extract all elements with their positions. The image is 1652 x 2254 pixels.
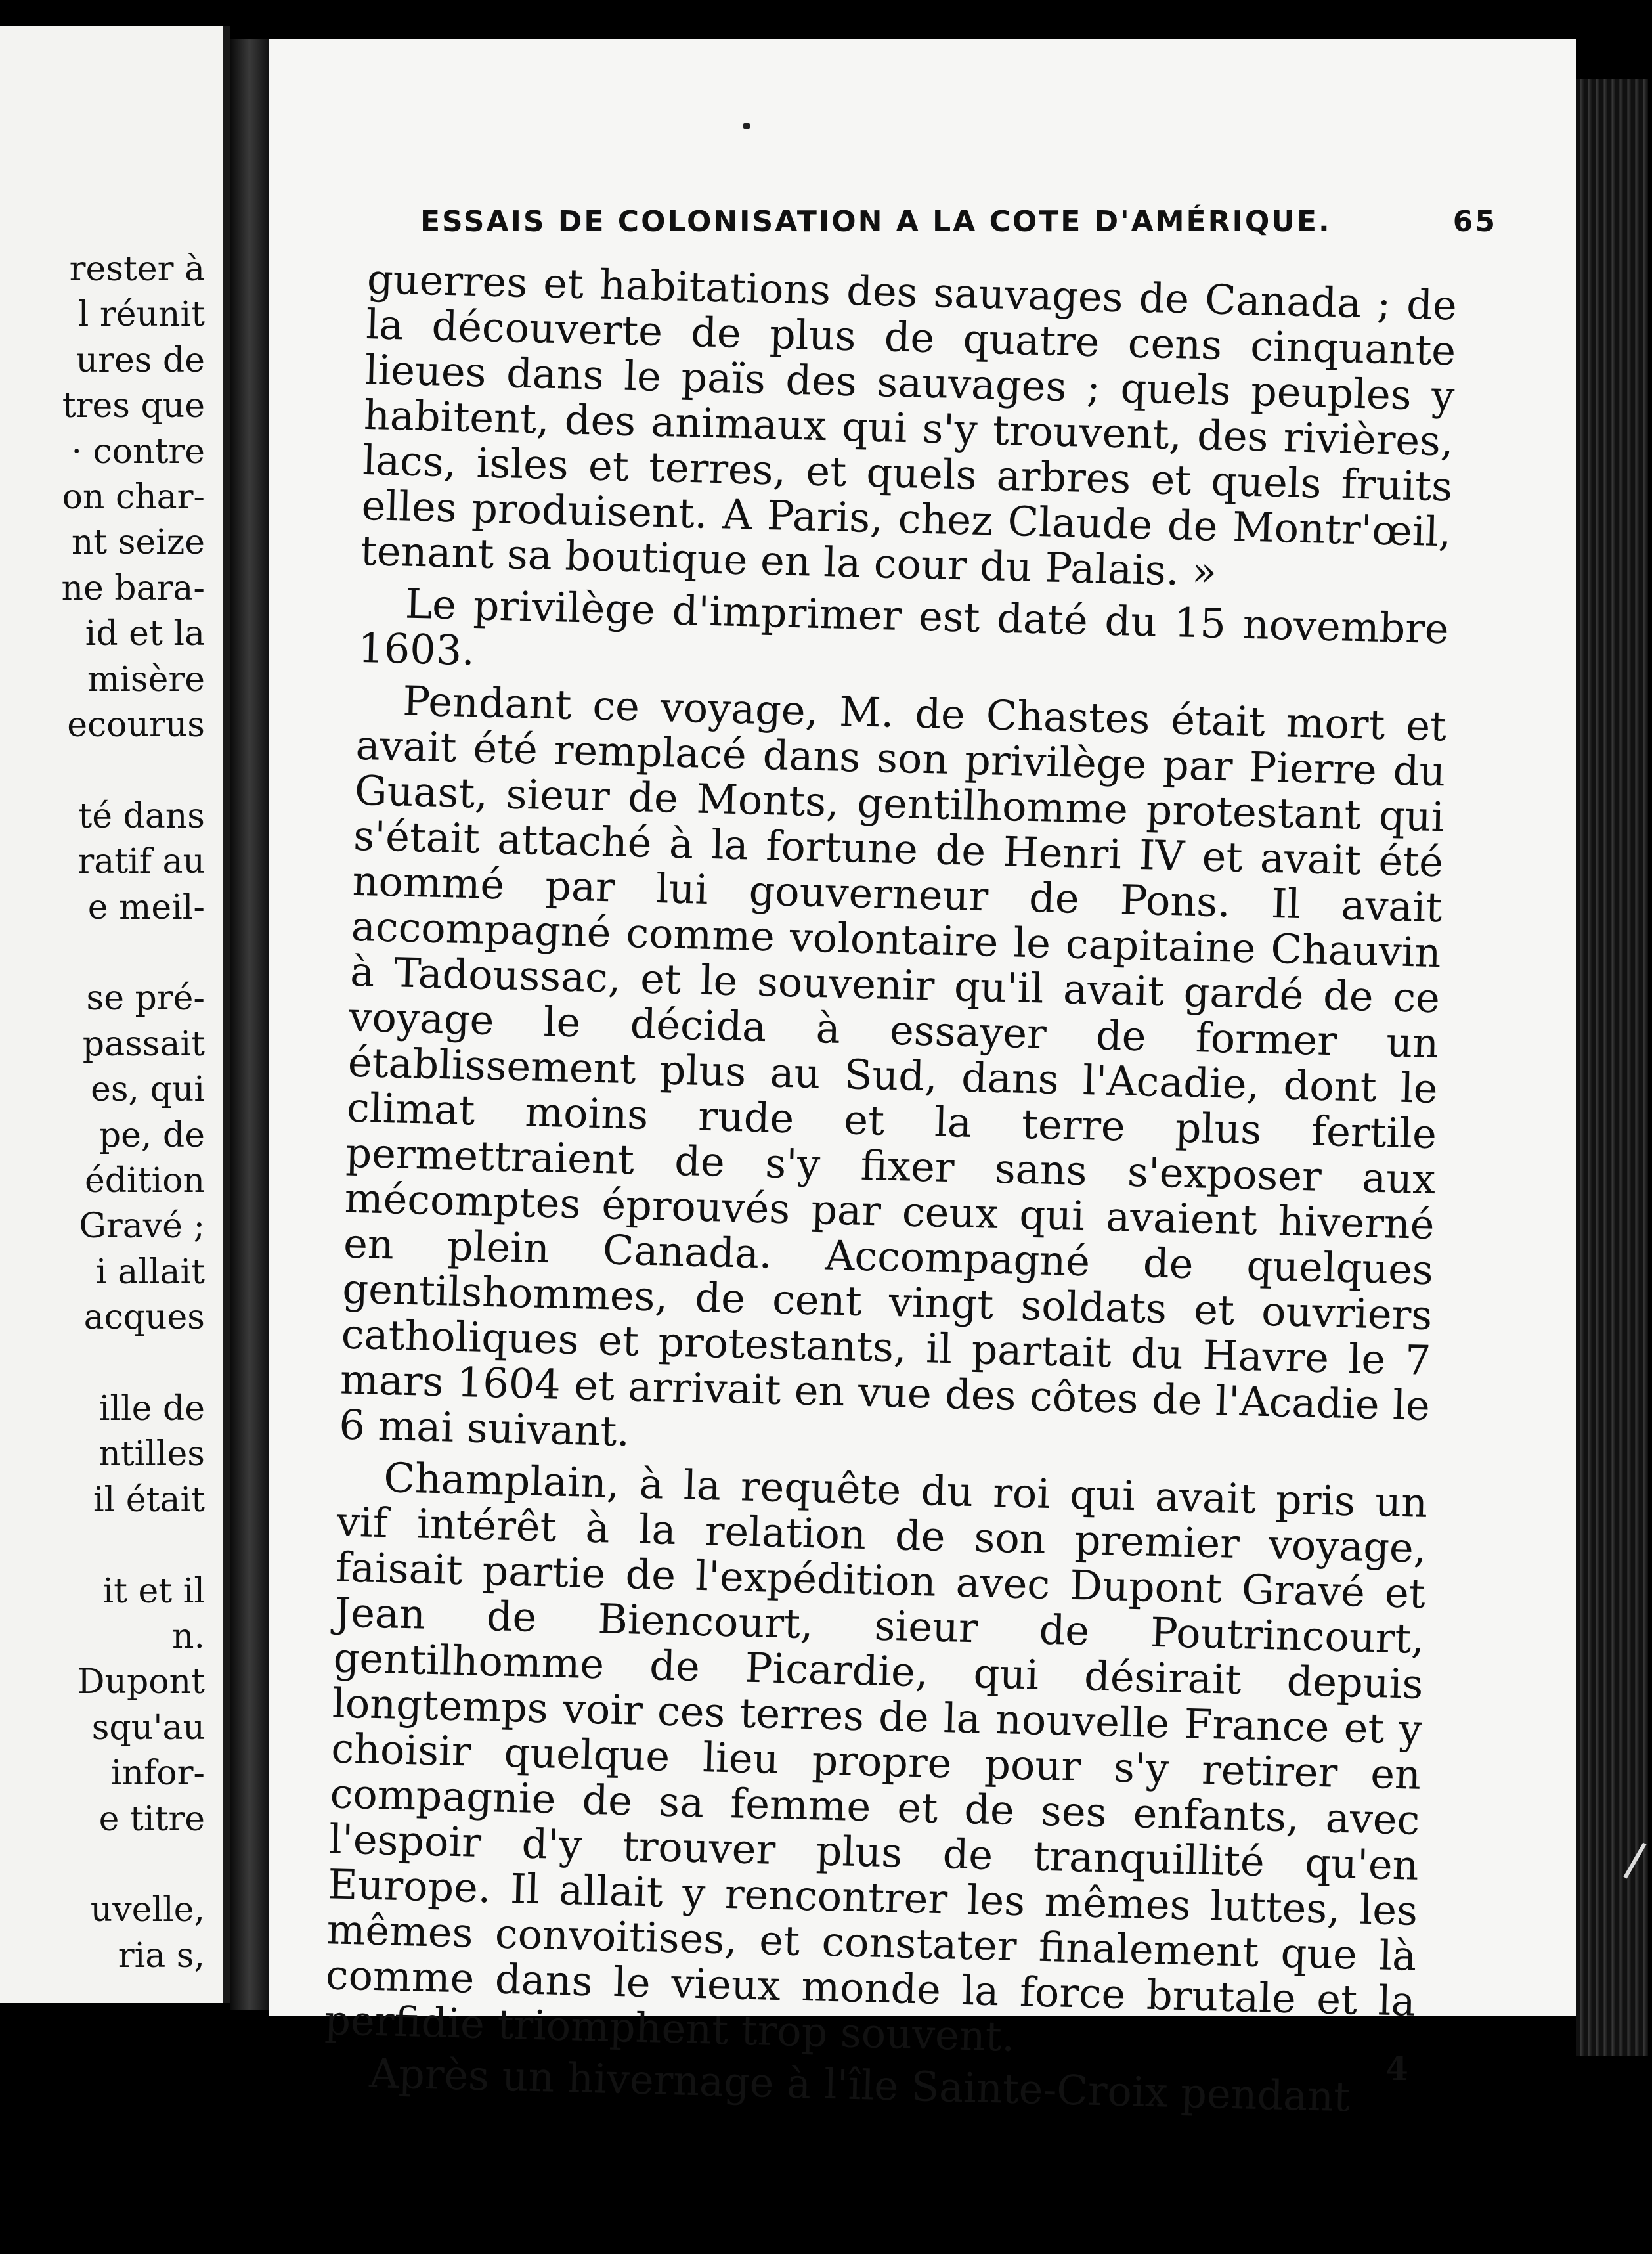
paragraph: Le privilège d'imprimer est daté du 15 novembre 1603. xyxy=(357,579,1450,675)
left-page-line: it et il xyxy=(102,1571,205,1611)
left-page-line: Gravé ; xyxy=(79,1206,205,1247)
left-page-line: squ'au xyxy=(91,1708,205,1748)
running-header-title: ESSAIS DE COLONISATION A LA COTE D'AMÉRIQUE. xyxy=(420,205,1332,238)
previous-page-fragment xyxy=(0,26,230,2003)
left-page-line: passait xyxy=(82,1024,205,1064)
left-page-line: ria s, xyxy=(118,1935,205,1976)
left-page-line: ille de xyxy=(98,1389,205,1428)
left-page-line: édition xyxy=(84,1161,205,1201)
book-gutter xyxy=(230,39,269,2010)
page-number: 65 xyxy=(1452,205,1497,238)
paragraph: Pendant ce voyage, M. de Chastes était mort et avait été remplacé dans son privilège par Pierre du Guast, sieur de Monts, gentilhomme protestant qui s'était attaché à la fortune de Henri IV et avait été nommé par lui gouverneur de Pons. Il avait accompagné comme volontaire le capitaine Chauvin à Tadoussac, et le souvenir qu'il avait gardé de ce voyage le décida à essayer de former un établissement plus au Sud, dans l'Acadie, dont le climat moins rude et la terre plus fertile permettraient de s'y fixer sans s'exposer aux mécomptes éprouvés par ceux qui avaient hiverné en plein Canada. Accompagné de quelques gentilshommes, de cent vingt soldats et ouvriers catholiques et protestants, il partait du Havre le 7 mars 1604 et arrivait en vue des côtes de l'Acadie le 6 mai suivant. xyxy=(338,676,1447,1456)
left-page-line: es, qui xyxy=(91,1070,205,1110)
left-page-line: rester à xyxy=(69,250,205,289)
left-page-line: ures de xyxy=(76,340,205,380)
left-page-line: ratif au xyxy=(77,842,205,882)
left-page-line: i allait xyxy=(96,1252,205,1292)
left-page-line: Dupont xyxy=(77,1662,205,1702)
left-page-line: e titre xyxy=(98,1799,205,1839)
left-page-line: ecourus xyxy=(67,705,205,745)
running-header xyxy=(420,205,1497,238)
current-page xyxy=(269,39,1576,2121)
ink-speck xyxy=(743,123,750,129)
left-page-line: té dans xyxy=(78,796,205,836)
body-text xyxy=(322,256,1457,2128)
page-edges xyxy=(1576,79,1648,2056)
left-page-line: pe, de xyxy=(98,1115,205,1155)
left-page-line: acques xyxy=(83,1298,205,1338)
paragraph: Champlain, à la requête du roi qui avait pris un vif intérêt à la relation de son premier voyage, faisait partie de l'expédition avec Dupont Gravé et Jean de Biencourt, sieur de Poutrincourt, gentilhomme de Picardie, qui désirait depuis longtemps voir ces terres de la nouvelle France et y choisir quelque lieu propre pour s'y retirer en compagnie de sa femme et de ses enfants, avec l'espoir d'y trouver plus de tranquillité qu'en Europe. Il allait y rencontrer les mêmes luttes, les mêmes convoitises, et constater finalement que là comme dans le vieux monde la force brutale et la perfidie triomphent trop souvent. xyxy=(324,1453,1428,2061)
left-page-line: nt seize xyxy=(71,523,205,563)
left-page-line: id et la xyxy=(85,614,205,654)
left-page-line: misère xyxy=(87,659,205,699)
left-page-line: tres que xyxy=(62,386,205,426)
left-page-line: uvelle, xyxy=(90,1890,205,1930)
left-page-line: · contre xyxy=(71,431,205,472)
left-page-line: n. xyxy=(171,1617,205,1656)
left-page-line: infor- xyxy=(110,1754,205,1794)
left-page-line: il était xyxy=(93,1480,205,1520)
left-page-line: ne bara- xyxy=(61,568,205,608)
left-page-line: l réunit xyxy=(77,295,205,335)
left-page-line: e meil- xyxy=(87,887,205,927)
paragraph-continued: guerres et habitations des sauvages de Canada ; de la découverte de plus de quatre cens cinquante lieues dans le païs des sauvages ; quels peuples y habitent, des animaux qui s'y trouvent, des rivières, lacs, isles et terres, et quels arbres et quels fruits elles produisent. A Paris, chez Claude de Montr'œil, tenant sa boutique en la cour du Palais. » xyxy=(360,255,1458,596)
left-page-line: se pré- xyxy=(86,979,205,1019)
paragraph: Après un hivernage à l'île Sainte-Croix pendant xyxy=(368,2048,1351,2121)
signature-mark: 4 xyxy=(1385,2049,1408,2088)
left-page-line: ntilles xyxy=(98,1434,205,1474)
left-page-line: on char- xyxy=(62,477,205,517)
